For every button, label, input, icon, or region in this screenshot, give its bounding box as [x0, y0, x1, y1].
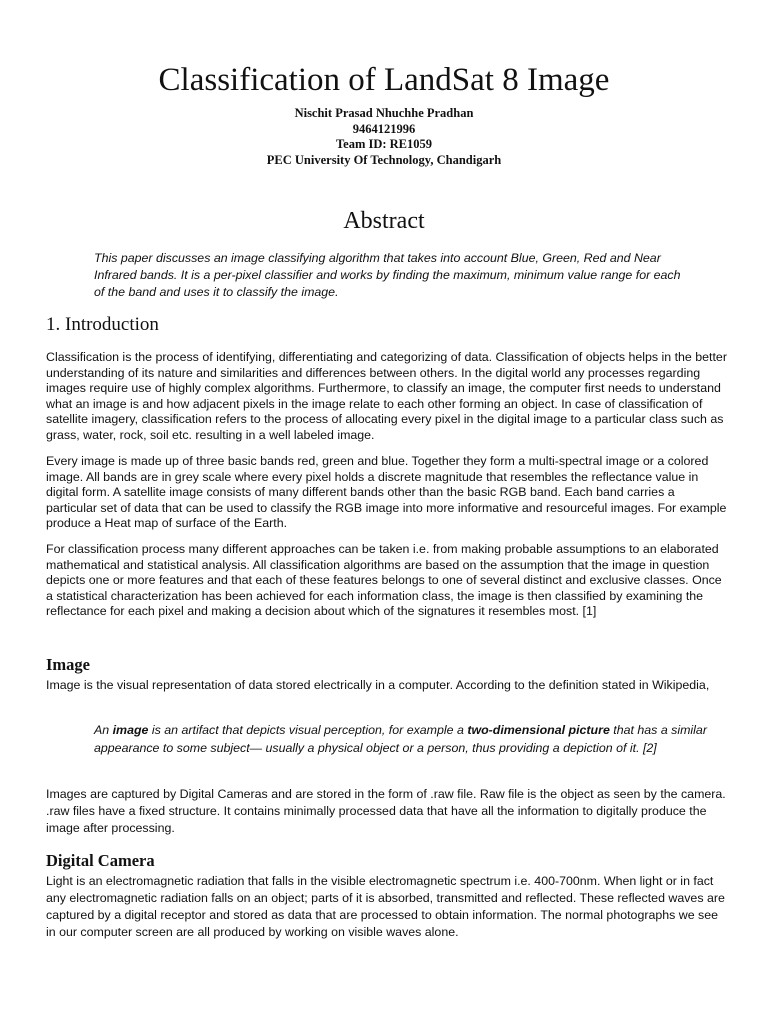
- quote-text: is an artifact that depicts visual perception, for example a: [148, 723, 468, 737]
- intro-paragraph-2: Every image is made up of three basic bands red, green and blue. Together they form a multi-spectral image or a colored image. All bands are in grey scale where every pixel holds a discrete magnitude that resembles the reflectance value in digital form. A satellite image consists of many different bands other than the basic RGB band. Each band carries a particular set of data that can be used to classify the RGB image into more informative and resourceful images. For example produce a Heat map of surface of the Earth.: [46, 454, 727, 530]
- quote-text: of it. [2]: [612, 740, 657, 755]
- image-paragraph-2: Images are captured by Digital Cameras and are stored in the form of .raw file. Raw file is the object as seen by the camera. .raw files have a fixed structure. It contains minimally processed data that have all the information to digitally produce the image after processing.: [46, 787, 726, 835]
- author-phone: 9464121996: [352, 121, 416, 136]
- abstract-text: This paper discusses an image classifying algorithm that takes into account Blue, Green, Red and Near Infrared bands. It is a per-pixel classifier and works by finding the maximum, minimum value range for each of the band and uses it to classify the image.: [94, 251, 681, 299]
- author-block: [0, 106, 768, 168]
- quote-text: , thus providing a: [465, 740, 564, 755]
- affiliation: PEC University Of Technology, Chandigarh: [266, 152, 502, 167]
- author-name: Nischit Prasad Nhuchhe Pradhan: [294, 106, 474, 120]
- image-paragraph-1: Image is the visual representation of data stored electrically in a computer. According to the definition stated in Wikipedia,: [46, 678, 710, 692]
- quote-term-two-dimensional: two-dimensional: [467, 723, 566, 737]
- image-heading: Image: [46, 655, 90, 674]
- intro-paragraph-1: Classification is the process of identifying, differentiating and categorizing of data. Classification of objects helps in the better understanding of its nature and similarities and differences between others. In the digital world any processes regarding images require use of highly complex algorithms. Furthermore, to classify an image, the computer first needs to understand what an image is and how adjacent pixels in the image relate to each other forming an object. In case of classification of satellite imagery, classification refers to the process of allocating every pixel in the digital image to a particular class such as grass, water, rock, soil etc. resulting in a well labeled image.: [46, 350, 727, 442]
- digital-camera-paragraph: Light is an electromagnetic radiation that falls in the visible electromagnetic spectrum i.e. 400-700nm. When light or in fact any electromagnetic radiation falls on an object; parts of it is absorbed, transmitted and reflected. These reflected waves are captured by a digital receptor and stored as data that are processed to obtain information. The normal photographs we see in our computer screen are all produced by working on visible waves alone.: [46, 874, 725, 939]
- abstract-heading: Abstract: [343, 208, 425, 234]
- team-id: Team ID: RE1059: [335, 137, 433, 151]
- quote-text: An: [94, 723, 113, 737]
- introduction-heading: 1. Introduction: [46, 314, 159, 335]
- digital-camera-heading: Digital Camera: [46, 851, 155, 870]
- paper-title: Classification of LandSat 8 Image: [158, 62, 610, 98]
- quote-text: that has a similar appearance to some subject— usually a physical object or a: [94, 723, 707, 755]
- quote-term-person: person: [427, 740, 466, 755]
- wikipedia-quote: [94, 722, 726, 757]
- quote-term-picture: picture: [568, 723, 610, 737]
- intro-paragraph-3: For classification process many different approaches can be taken i.e. from making probable assumptions to an elaborated mathematical and statistical analysis. All classification algorithms are based on the assumption that the image in question depicts one or more features and that each of these features belongs to one of several distinct and exclusive classes. Once a statistical characterization has been achieved for each information class, the image is then classified by examining the reflectance for each pixel and making a decision about which of the signatures it resembles most. [1]: [46, 542, 722, 618]
- quote-term-image: image: [112, 723, 149, 737]
- quote-term-depiction: depiction: [563, 740, 613, 755]
